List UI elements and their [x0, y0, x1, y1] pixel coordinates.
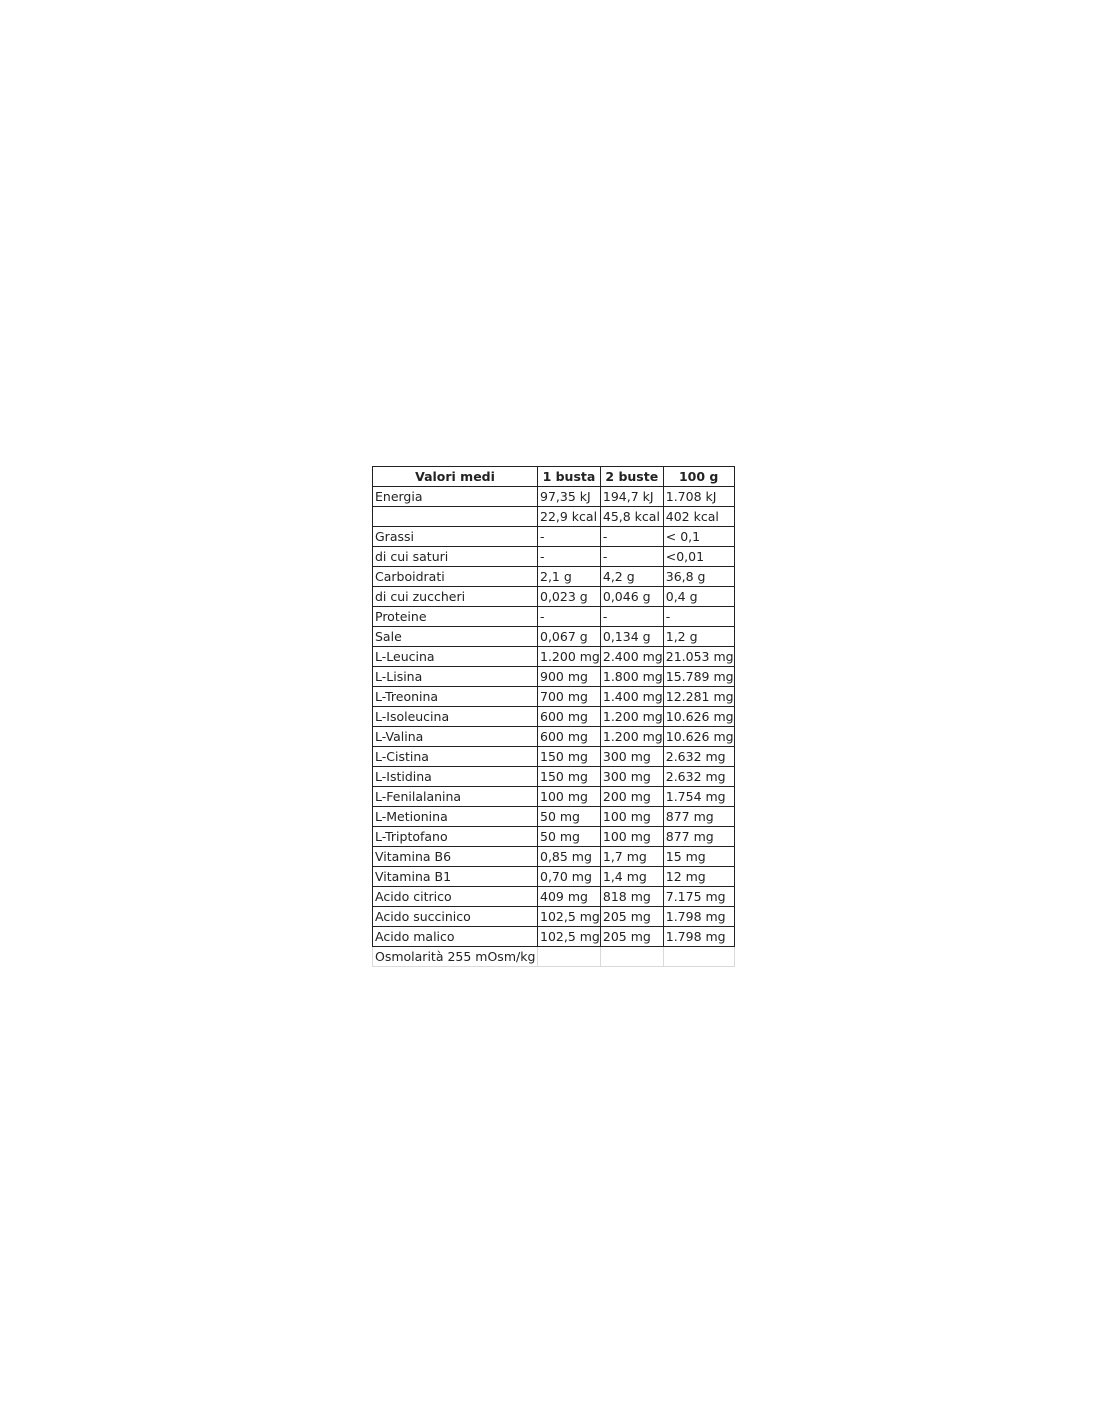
per-100g-cell: 21.053 mg — [663, 647, 734, 667]
table-row — [373, 707, 735, 727]
per-2-buste-cell: - — [600, 527, 663, 547]
per-1-busta-cell: 1.200 mg — [538, 647, 601, 667]
table-row — [373, 647, 735, 667]
per-100g-cell: - — [663, 607, 734, 627]
header-100-g: 100 g — [663, 467, 734, 487]
per-2-buste-cell: 0,046 g — [600, 587, 663, 607]
per-2-buste-cell — [600, 947, 663, 967]
nutrient-name-cell: Proteine — [373, 607, 538, 627]
nutrient-name-cell: di cui zuccheri — [373, 587, 538, 607]
per-100g-cell: 1.798 mg — [663, 927, 734, 947]
table-row — [373, 587, 735, 607]
per-1-busta-cell: 22,9 kcal — [538, 507, 601, 527]
table-row — [373, 767, 735, 787]
per-2-buste-cell: 2.400 mg — [600, 647, 663, 667]
per-100g-cell: 2.632 mg — [663, 767, 734, 787]
per-1-busta-cell: 102,5 mg — [538, 907, 601, 927]
per-100g-cell: <0,01 — [663, 547, 734, 567]
table-row — [373, 847, 735, 867]
per-1-busta-cell: - — [538, 607, 601, 627]
per-2-buste-cell: 300 mg — [600, 747, 663, 767]
per-100g-cell: 15 mg — [663, 847, 734, 867]
per-100g-cell: 877 mg — [663, 807, 734, 827]
per-2-buste-cell: 200 mg — [600, 787, 663, 807]
table-row — [373, 807, 735, 827]
per-2-buste-cell: 300 mg — [600, 767, 663, 787]
table-row — [373, 787, 735, 807]
table-row — [373, 507, 735, 527]
table-row — [373, 547, 735, 567]
per-100g-cell — [663, 947, 734, 967]
per-100g-cell: < 0,1 — [663, 527, 734, 547]
header-valori-medi: Valori medi — [373, 467, 538, 487]
per-2-buste-cell: 0,134 g — [600, 627, 663, 647]
table-header-row — [373, 467, 735, 487]
header-2-buste: 2 buste — [600, 467, 663, 487]
per-1-busta-cell: 900 mg — [538, 667, 601, 687]
table-row — [373, 867, 735, 887]
nutrient-name-cell: L-Treonina — [373, 687, 538, 707]
nutrient-name-cell: di cui saturi — [373, 547, 538, 567]
per-100g-cell: 15.789 mg — [663, 667, 734, 687]
nutrient-name-cell: L-Lisina — [373, 667, 538, 687]
nutrient-name-cell: L-Isoleucina — [373, 707, 538, 727]
nutrient-name-cell: Vitamina B1 — [373, 867, 538, 887]
per-2-buste-cell: 205 mg — [600, 927, 663, 947]
nutrient-name-cell: L-Triptofano — [373, 827, 538, 847]
table-row — [373, 627, 735, 647]
per-1-busta-cell: 0,023 g — [538, 587, 601, 607]
per-100g-cell: 0,4 g — [663, 587, 734, 607]
nutrient-name-cell: L-Istidina — [373, 767, 538, 787]
per-1-busta-cell: 0,70 mg — [538, 867, 601, 887]
per-100g-cell: 10.626 mg — [663, 727, 734, 747]
per-2-buste-cell: 194,7 kJ — [600, 487, 663, 507]
table-row — [373, 927, 735, 947]
per-100g-cell: 1.754 mg — [663, 787, 734, 807]
per-1-busta-cell: 700 mg — [538, 687, 601, 707]
nutrient-name-cell — [373, 507, 538, 527]
per-1-busta-cell: 150 mg — [538, 747, 601, 767]
per-1-busta-cell: 150 mg — [538, 767, 601, 787]
nutrient-name-cell: Osmolarità 255 mOsm/kg — [373, 947, 538, 967]
table-row — [373, 907, 735, 927]
nutrient-name-cell: L-Cistina — [373, 747, 538, 767]
per-2-buste-cell: 1.800 mg — [600, 667, 663, 687]
nutrient-name-cell: Grassi — [373, 527, 538, 547]
table-row — [373, 727, 735, 747]
per-100g-cell: 1.798 mg — [663, 907, 734, 927]
table-row — [373, 947, 735, 967]
table-row — [373, 827, 735, 847]
per-100g-cell: 877 mg — [663, 827, 734, 847]
nutrient-name-cell: L-Leucina — [373, 647, 538, 667]
per-100g-cell: 12.281 mg — [663, 687, 734, 707]
per-100g-cell: 1.708 kJ — [663, 487, 734, 507]
nutrient-name-cell: Energia — [373, 487, 538, 507]
per-1-busta-cell: 2,1 g — [538, 567, 601, 587]
table-row — [373, 607, 735, 627]
nutrient-name-cell: L-Valina — [373, 727, 538, 747]
per-100g-cell: 36,8 g — [663, 567, 734, 587]
header-1-busta: 1 busta — [538, 467, 601, 487]
per-1-busta-cell: - — [538, 547, 601, 567]
per-1-busta-cell: 50 mg — [538, 807, 601, 827]
table-body — [373, 487, 735, 967]
per-2-buste-cell: 4,2 g — [600, 567, 663, 587]
per-100g-cell: 1,2 g — [663, 627, 734, 647]
nutrient-name-cell: Acido citrico — [373, 887, 538, 907]
nutrition-table — [372, 466, 735, 967]
per-1-busta-cell: - — [538, 527, 601, 547]
per-2-buste-cell: 1.400 mg — [600, 687, 663, 707]
per-1-busta-cell: 409 mg — [538, 887, 601, 907]
per-1-busta-cell: 102,5 mg — [538, 927, 601, 947]
table-row — [373, 567, 735, 587]
per-2-buste-cell: 45,8 kcal — [600, 507, 663, 527]
nutrient-name-cell: Carboidrati — [373, 567, 538, 587]
per-2-buste-cell: - — [600, 547, 663, 567]
per-1-busta-cell: 100 mg — [538, 787, 601, 807]
table-row — [373, 667, 735, 687]
per-1-busta-cell: 600 mg — [538, 727, 601, 747]
nutrient-name-cell: Acido succinico — [373, 907, 538, 927]
per-2-buste-cell: - — [600, 607, 663, 627]
per-2-buste-cell: 1.200 mg — [600, 727, 663, 747]
nutrient-name-cell: L-Metionina — [373, 807, 538, 827]
per-1-busta-cell — [538, 947, 601, 967]
per-2-buste-cell: 100 mg — [600, 807, 663, 827]
per-2-buste-cell: 1,7 mg — [600, 847, 663, 867]
nutrient-name-cell: Acido malico — [373, 927, 538, 947]
per-2-buste-cell: 818 mg — [600, 887, 663, 907]
table-row — [373, 887, 735, 907]
per-2-buste-cell: 205 mg — [600, 907, 663, 927]
table-row — [373, 527, 735, 547]
per-2-buste-cell: 1.200 mg — [600, 707, 663, 727]
table-row — [373, 487, 735, 507]
per-2-buste-cell: 100 mg — [600, 827, 663, 847]
per-100g-cell: 402 kcal — [663, 507, 734, 527]
per-1-busta-cell: 0,067 g — [538, 627, 601, 647]
nutrient-name-cell: L-Fenilalanina — [373, 787, 538, 807]
per-100g-cell: 10.626 mg — [663, 707, 734, 727]
per-2-buste-cell: 1,4 mg — [600, 867, 663, 887]
table-row — [373, 747, 735, 767]
nutrient-name-cell: Vitamina B6 — [373, 847, 538, 867]
per-100g-cell: 2.632 mg — [663, 747, 734, 767]
per-100g-cell: 7.175 mg — [663, 887, 734, 907]
per-1-busta-cell: 0,85 mg — [538, 847, 601, 867]
per-1-busta-cell: 50 mg — [538, 827, 601, 847]
nutrient-name-cell: Sale — [373, 627, 538, 647]
table-row — [373, 687, 735, 707]
per-1-busta-cell: 600 mg — [538, 707, 601, 727]
per-1-busta-cell: 97,35 kJ — [538, 487, 601, 507]
per-100g-cell: 12 mg — [663, 867, 734, 887]
